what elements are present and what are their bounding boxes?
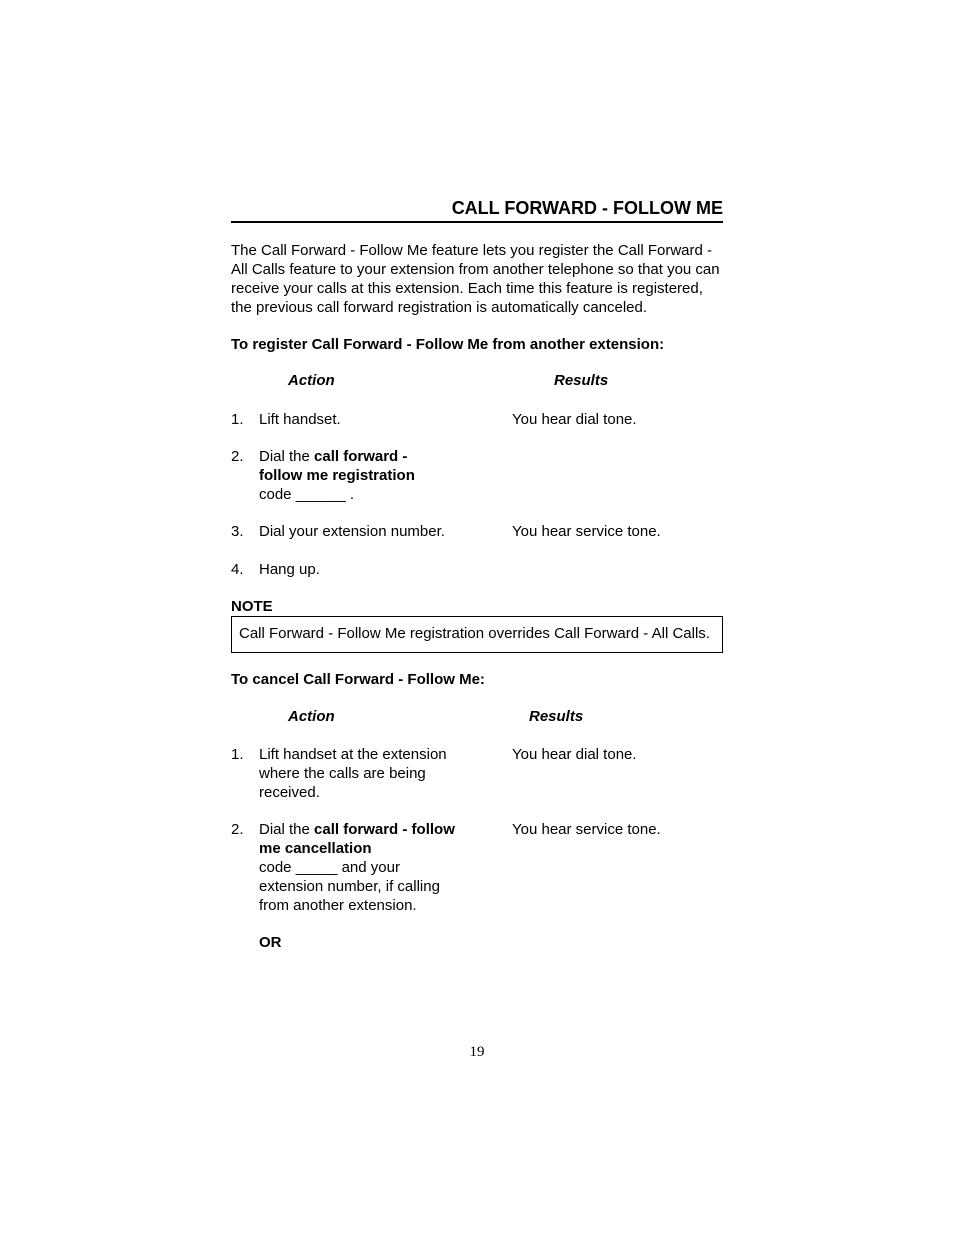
- action-header: Action: [288, 708, 335, 725]
- register-step-3: [231, 522, 723, 541]
- note-label: NOTE: [231, 598, 273, 615]
- register-step-2: [231, 447, 723, 504]
- results-header: Results: [529, 708, 584, 725]
- step-result: You hear service tone.: [512, 821, 661, 838]
- step-action: [259, 447, 434, 504]
- or-label: OR: [259, 934, 282, 951]
- cancel-column-headers: [231, 708, 723, 727]
- action-text: Dial the: [259, 448, 315, 465]
- step-number: 1.: [231, 411, 244, 428]
- note-box: [231, 616, 723, 653]
- register-step-4: [231, 560, 723, 579]
- step-result: You hear dial tone.: [512, 411, 637, 428]
- step-number: 2.: [231, 821, 244, 838]
- step-action: Lift handset.: [259, 411, 341, 428]
- cancel-heading: To cancel Call Forward - Follow Me:: [231, 671, 485, 688]
- step-action: Lift handset at the extension where the calls are being received.: [259, 746, 447, 801]
- step-result: You hear dial tone.: [512, 746, 637, 763]
- register-step-1: [231, 410, 723, 429]
- results-header: Results: [554, 372, 609, 389]
- page-number: 19: [469, 1044, 485, 1060]
- page-title: CALL FORWARD - FOLLOW ME: [231, 196, 723, 223]
- cancel-step-1: [231, 745, 723, 802]
- action-text: code _____ and your extension number, if calling from another extension.: [259, 859, 440, 914]
- manual-page: [231, 196, 723, 952]
- intro-paragraph: The Call Forward - Follow Me feature lets you register the Call Forward - All Calls feature to your extension from another telephone so that you can receive your calls at this extension. Each time this feature is registered, the previous call forward registration is automatically canceled.: [231, 242, 720, 316]
- note-text: Call Forward - Follow Me registration overrides Call Forward - All Calls.: [239, 625, 710, 642]
- action-text: Dial the: [259, 821, 315, 838]
- feature-code-name: call forward - follow me cancellation: [259, 821, 455, 857]
- register-column-headers: [231, 372, 723, 391]
- step-action: Hang up.: [259, 561, 320, 578]
- step-number: 4.: [231, 561, 244, 578]
- cancel-step-2: [231, 820, 723, 915]
- step-result: You hear service tone.: [512, 523, 661, 540]
- action-text: code ______ .: [259, 486, 355, 503]
- step-number: 2.: [231, 448, 244, 465]
- step-number: 1.: [231, 746, 244, 763]
- feature-code-name: call forward - follow me registration: [259, 448, 415, 484]
- step-action: [259, 820, 464, 915]
- step-action: Dial your extension number.: [259, 523, 445, 540]
- register-heading: To register Call Forward - Follow Me from another extension:: [231, 336, 665, 353]
- action-header: Action: [288, 372, 335, 389]
- step-number: 3.: [231, 523, 244, 540]
